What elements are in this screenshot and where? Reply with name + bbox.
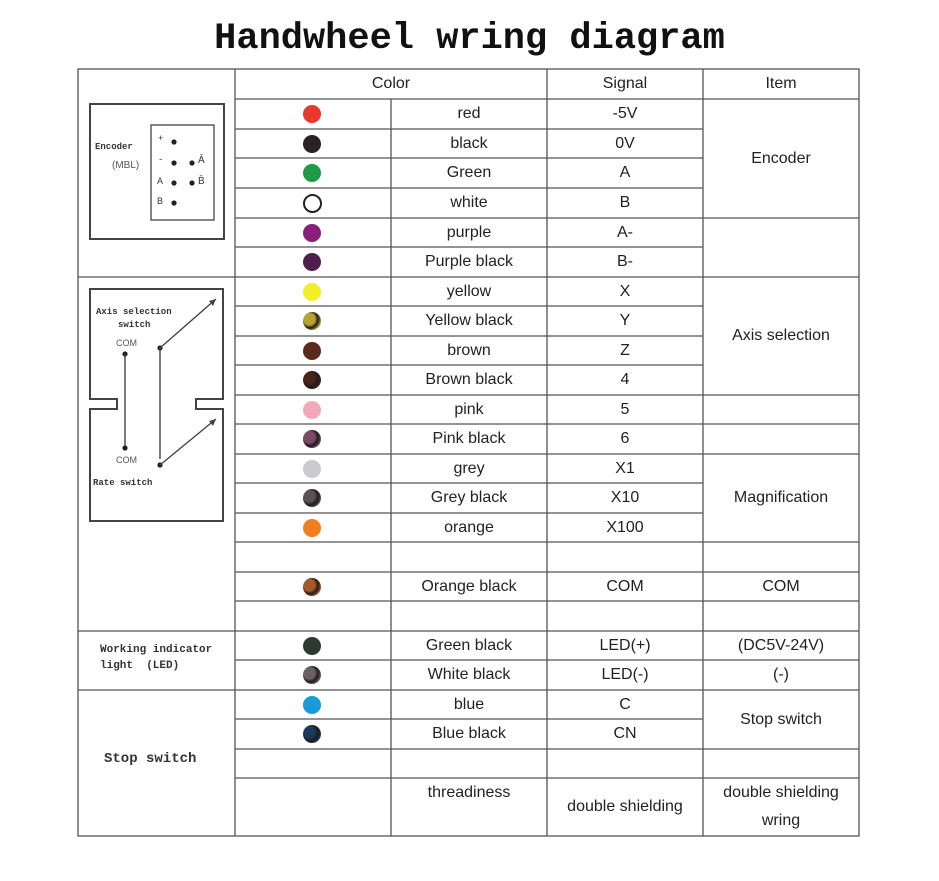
wire-signal: COM (606, 577, 644, 595)
wire-signal: Z (620, 341, 630, 359)
wire-signal: B- (617, 253, 633, 270)
wire-color-name: Grey black (430, 489, 508, 506)
header-color: Color (371, 75, 411, 92)
color-swatch (303, 224, 321, 242)
wire-color-name: red (457, 105, 481, 122)
wire-signal: 0V (615, 134, 635, 152)
wire-signal: 4 (620, 371, 630, 388)
color-swatch (303, 696, 321, 714)
pin-minus-label: - (158, 155, 164, 165)
stop-switch-label: Stop switch (104, 751, 197, 767)
wire-color-name: threadiness (427, 784, 511, 801)
axis-switch-diagram (78, 277, 235, 631)
wire-color-name: Purple black (424, 253, 514, 270)
wire-color-name (391, 749, 547, 778)
wire-signal (547, 601, 703, 631)
item-axis-selection: Axis selection (732, 327, 830, 344)
color-swatch (303, 253, 321, 271)
wire-signal: LED(+) (599, 636, 651, 654)
wire-signal (547, 542, 703, 572)
page-title: Handwheel wring diagram (214, 18, 725, 60)
led-label-1: Working indicator (100, 644, 213, 656)
encoder-mbl-label: (MBL) (112, 160, 140, 171)
color-swatch (303, 519, 321, 537)
color-swatch (303, 194, 322, 213)
wire-signal: C (619, 695, 631, 713)
item-encoder: Encoder (751, 149, 811, 167)
wire-color-name: black (450, 134, 488, 152)
wire-signal: -5V (612, 105, 638, 122)
wire-signal: A (619, 164, 631, 181)
wire-signal: 5 (620, 400, 630, 418)
item-double-shielding (703, 778, 859, 836)
wire-signal: LED(-) (601, 666, 649, 683)
wire-color-name: purple (446, 223, 492, 241)
encoder-diagram (78, 69, 235, 277)
color-swatch (303, 725, 321, 743)
wire-color-name: Pink black (432, 430, 506, 447)
wire-color-name: grey (453, 459, 485, 477)
wire-color-name: Orange black (421, 577, 517, 595)
pin-b-label: B (157, 196, 164, 206)
wire-color-name: pink (454, 400, 484, 418)
pin-bbar-label: B̄ (198, 176, 205, 187)
color-swatch (303, 283, 321, 301)
wire-signal: X1 (615, 459, 635, 477)
encoder-label: Encoder (95, 142, 133, 152)
wire-color-name: blue (453, 695, 485, 713)
wire-signal: X100 (606, 518, 644, 536)
color-swatch (303, 666, 321, 684)
wire-signal: X (619, 282, 631, 300)
color-swatch (303, 401, 321, 419)
color-swatch (303, 371, 321, 389)
item-led-minus: (-) (773, 666, 789, 683)
wire-color-name: Brown black (425, 371, 513, 388)
wire-color-name: Green (446, 164, 492, 181)
wire-color-name: white (450, 194, 488, 211)
rate-switch-label: Rate switch (93, 478, 153, 488)
wire-signal: Y (619, 312, 631, 329)
item-shielding-line2: wring (761, 812, 801, 829)
color-swatch (303, 164, 321, 182)
wire-color-name: Yellow black (425, 312, 513, 329)
color-swatch (303, 460, 321, 478)
com-top-label: COM (116, 338, 137, 348)
wire-signal: A- (617, 223, 633, 241)
com-bottom-label: COM (116, 455, 137, 465)
pin-abar-label: Ā (198, 155, 205, 166)
wire-signal: double shielding (567, 798, 683, 815)
axis-switch-label-2: switch (118, 320, 151, 330)
item-stop-switch: Stop switch (740, 710, 822, 728)
wire-color-name: orange (444, 518, 494, 536)
item-magnification: Magnification (733, 489, 829, 506)
led-label-2: light (LED) (100, 660, 180, 672)
color-swatch (303, 342, 321, 360)
wire-color-name: brown (447, 341, 491, 359)
pin-plus-label: + (158, 134, 164, 144)
color-swatch (303, 489, 321, 507)
color-swatch (303, 135, 321, 153)
color-swatch (303, 312, 321, 330)
color-swatch (303, 578, 321, 596)
wire-color-name: White black (427, 666, 511, 683)
pin-a-label: A (157, 176, 164, 186)
item-shielding-line1: double shielding (723, 784, 839, 801)
item-com: COM (762, 577, 800, 595)
wire-signal: 6 (620, 430, 630, 447)
wire-signal: B (619, 194, 631, 211)
header-item: Item (765, 75, 797, 92)
wire-signal: X10 (610, 489, 640, 506)
axis-switch-label-1: Axis selection (96, 307, 172, 317)
header-signal: Signal (602, 75, 648, 92)
item-led-plus: (DC5V-24V) (737, 636, 825, 654)
wire-color-name (391, 601, 547, 631)
wire-signal (547, 749, 703, 778)
wire-color-name: Blue black (432, 725, 506, 742)
color-swatch (303, 637, 321, 655)
wire-color-name: yellow (446, 282, 492, 300)
wire-signal: CN (613, 725, 637, 742)
wire-color-name (391, 542, 547, 572)
wire-color-name: Green black (425, 636, 513, 654)
color-swatch (303, 430, 321, 448)
color-swatch (303, 105, 321, 123)
